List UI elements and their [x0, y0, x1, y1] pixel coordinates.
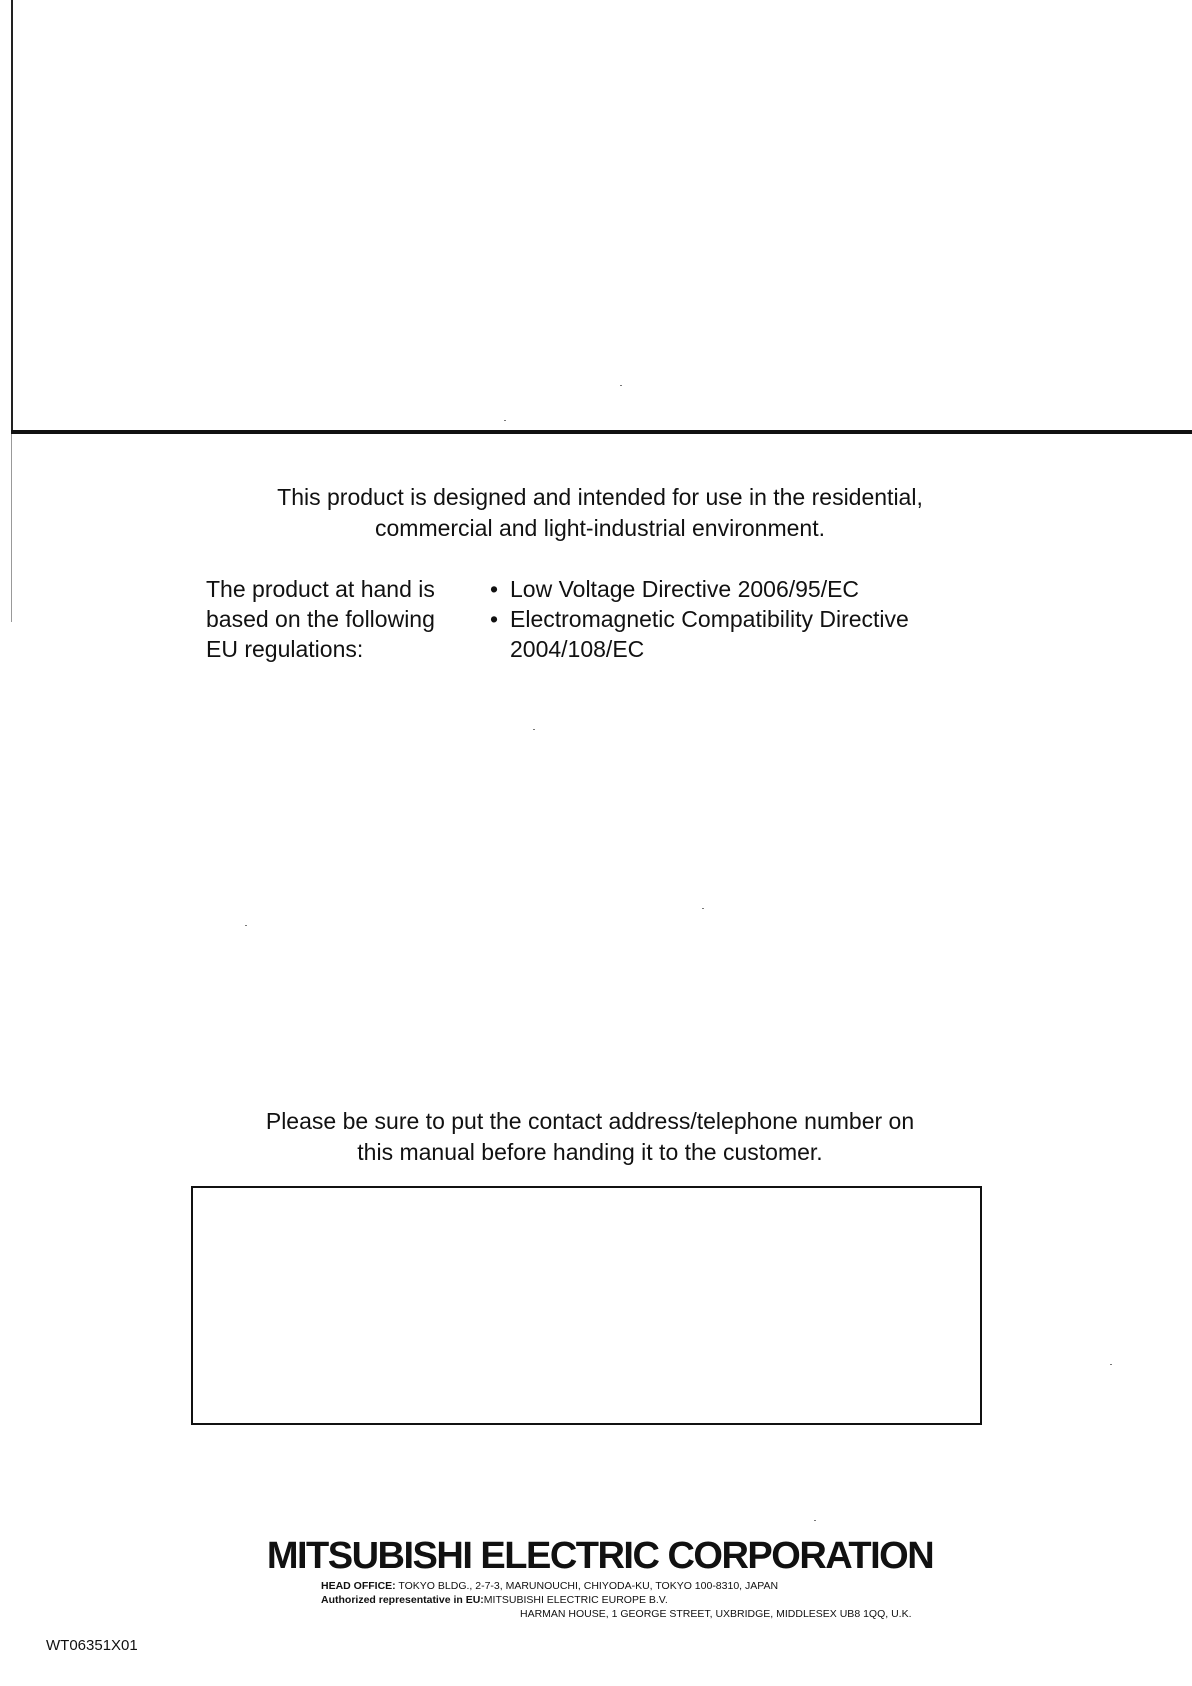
regulation-text: Electromagnetic Compatibility Directive — [510, 606, 909, 632]
scan-speck — [814, 1520, 816, 1521]
regulation-text: 2004/108/EC — [510, 636, 645, 662]
head-office-text: TOKYO BLDG., 2-7-3, MARUNOUCHI, CHIYODA-KU, TOKYO 100-8310, JAPAN — [398, 1580, 779, 1592]
regulation-item — [488, 604, 909, 664]
head-office-label: HEAD OFFICE: — [321, 1580, 396, 1592]
section-divider — [11, 430, 1192, 434]
bullet-icon: • — [490, 606, 499, 632]
bullet-icon: • — [490, 576, 499, 602]
regulations-intro — [206, 574, 435, 664]
left-margin-rule — [11, 0, 13, 432]
eu-representative-label: Authorized representative in EU: — [321, 1594, 484, 1606]
regulations-intro-line-2: based on the following — [206, 606, 435, 632]
contact-address-box — [191, 1186, 982, 1425]
document-code: WT06351X01 — [46, 1637, 138, 1654]
company-name: MITSUBISHI ELECTRIC CORPORATION — [266, 1535, 934, 1577]
scan-speck — [1110, 1364, 1112, 1365]
scan-speck — [533, 729, 535, 730]
usage-statement — [200, 482, 1000, 544]
head-office-address — [321, 1580, 778, 1593]
regulation-text: Low Voltage Directive 2006/95/EC — [510, 576, 860, 602]
eu-representative-name: MITSUBISHI ELECTRIC EUROPE B.V. — [483, 1594, 668, 1606]
left-margin-rule-faint — [11, 432, 12, 622]
regulations-intro-line-1: The product at hand is — [206, 576, 435, 602]
regulation-item — [488, 574, 909, 604]
scan-speck — [702, 908, 704, 909]
usage-statement-line-1: This product is designed and intended for use in the residential, — [277, 484, 923, 510]
eu-representative-address: HARMAN HOUSE, 1 GEORGE STREET, UXBRIDGE, MIDDLESEX UB8 1QQ, U.K. — [520, 1608, 912, 1620]
contact-notice — [200, 1106, 980, 1168]
scan-speck — [504, 420, 506, 421]
regulations-list — [488, 574, 909, 664]
contact-notice-line-1: Please be sure to put the contact address/telephone number on — [265, 1108, 915, 1134]
usage-statement-line-2: commercial and light-industrial environment. — [375, 515, 825, 541]
regulations-intro-line-3: EU regulations: — [206, 636, 364, 662]
scan-speck — [620, 385, 622, 386]
scan-speck — [245, 925, 247, 926]
contact-notice-line-2: this manual before handing it to the customer. — [357, 1139, 823, 1165]
eu-representative — [321, 1594, 668, 1607]
